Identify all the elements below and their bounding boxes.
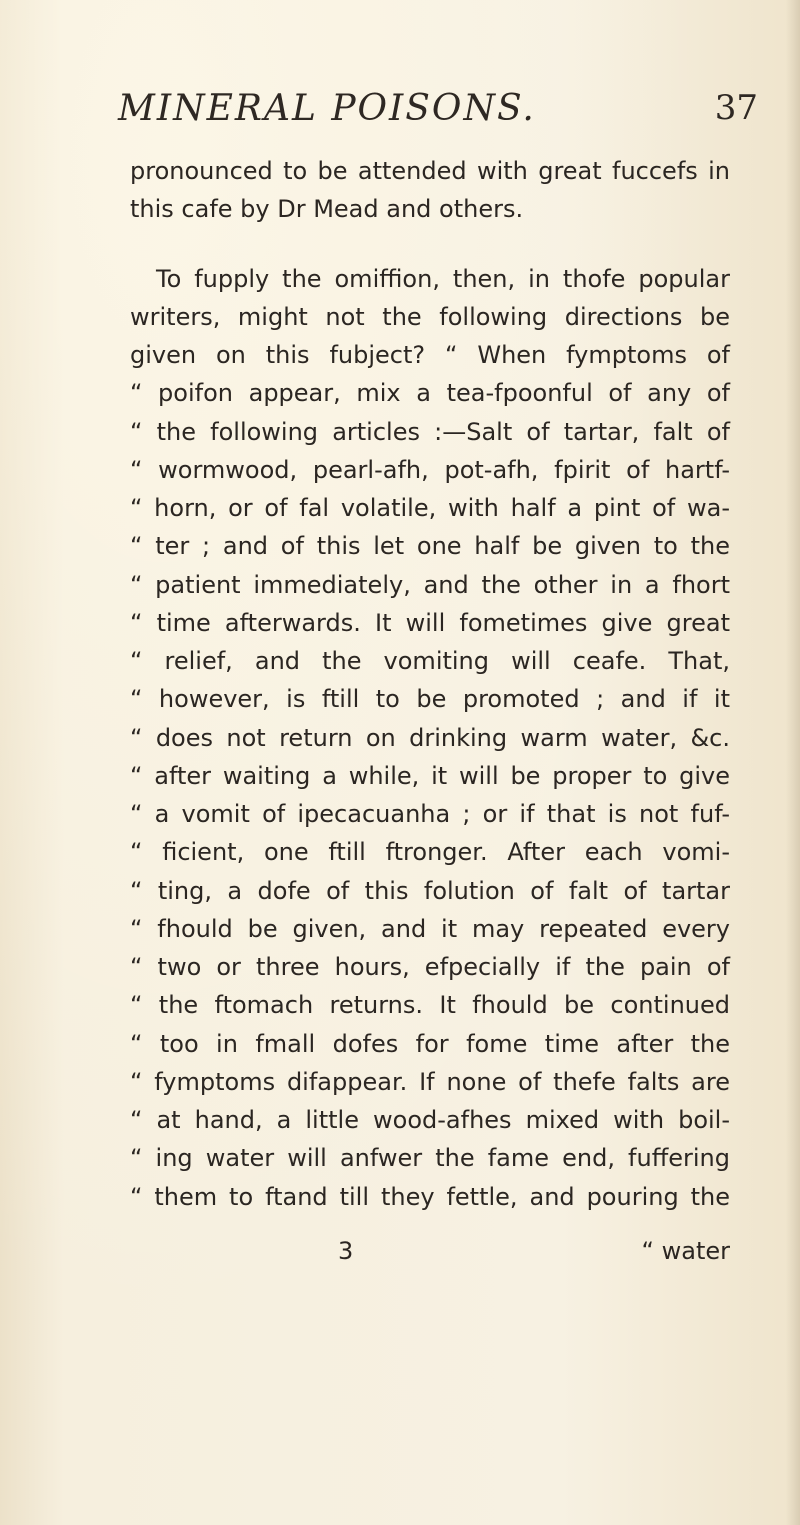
text-line: pronounced to be attended with great fuccefs in (130, 157, 730, 185)
text-line: “ patient immediately, and the other in a fhort (130, 570, 730, 599)
text-line: “ fymptoms difappear. If none of thefe falts are (130, 1067, 730, 1096)
paragraph-gap (130, 229, 730, 260)
text-line: “ relief, and the vomiting will ceafe. That, (130, 647, 730, 675)
text-line: “ does not return on drinking warm water, &c. (130, 723, 730, 752)
text-line: “ ing water will anfwer the fame end, fuffering (130, 1144, 730, 1173)
text-line: “ however, is ftill to be promoted ; and if it (130, 685, 730, 714)
text-line: “ horn, or of fal volatile, with half a pint of wa- (130, 494, 730, 522)
page-number: 37 (714, 88, 758, 128)
page-edge-shadow (786, 0, 800, 1525)
text-line: “ ter ; and of this let one half be given to the (130, 532, 730, 561)
text-line: “ the following articles :—Salt of tartar, falt of (130, 417, 730, 446)
text-line: To fupply the omiffion, then, in thofe popular (156, 264, 730, 293)
text-line: “ too in fmall dofes for fome time after the (130, 1029, 730, 1058)
text-line: “ the ftomach returns. It fhould be continued (130, 991, 730, 1020)
body-text (130, 152, 730, 1216)
text-line: “ them to ftand till they fettle, and pouring the (130, 1182, 730, 1211)
signature-mark: 3 (338, 1237, 354, 1265)
text-line: “ fhould be given, and it may repeated every (130, 914, 730, 943)
text-line: this cafe by Dr Mead and others. (130, 195, 524, 224)
text-line: “ a vomit of ipecacuanha ; or if that is not fuf- (130, 800, 730, 828)
page-footer (130, 1232, 730, 1270)
text-line: “ at hand, a little wood-afhes mixed with boil- (130, 1106, 730, 1134)
text-line: “ ficient, one ftill ftronger. After each vomi- (130, 838, 730, 867)
text-line: writers, might not the following directions be (130, 302, 730, 331)
catchword: “ water (641, 1237, 730, 1265)
text-line: “ time afterwards. It will fometimes give great (130, 608, 730, 637)
text-line: given on this fubject? “ When fymptoms of (130, 341, 730, 369)
text-line: “ after waiting a while, it will be proper to give (130, 761, 730, 790)
text-line: “ ting, a dofe of this folution of falt of tartar (130, 876, 730, 905)
page-header (118, 88, 758, 134)
running-title: MINERAL POISONS. (118, 88, 536, 129)
text-line: “ wormwood, pearl-afh, pot-afh, fpirit of hartf- (130, 455, 730, 484)
text-line: “ poifon appear, mix a tea-fpoonful of any of (130, 379, 730, 408)
text-line: “ two or three hours, efpecially if the pain of (130, 953, 730, 981)
